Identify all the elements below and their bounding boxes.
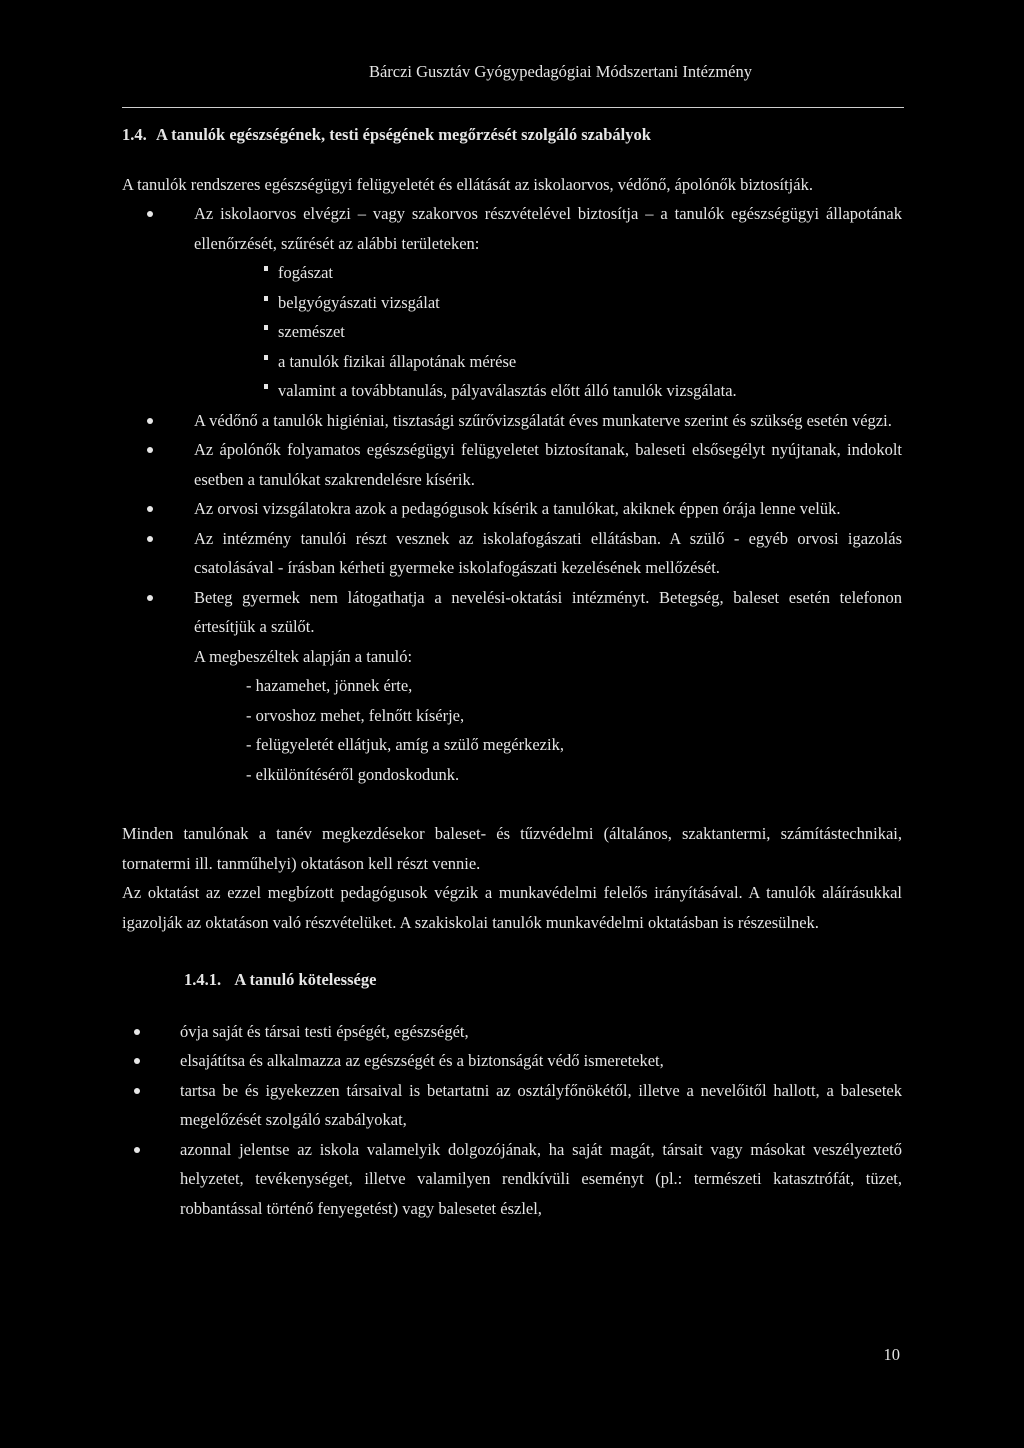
list-item: Beteg gyermek nem látogathatja a nevelési-oktatási intézményt. Betegség, baleset esetén telefonon értesítjük a szülőt. xyxy=(122,583,902,642)
section-number: 1.4. xyxy=(122,125,147,144)
agreement-list xyxy=(122,671,902,789)
list-item: - elkülönítéséről gondoskodunk. xyxy=(246,764,460,784)
list-item: valamint a továbbtanulás, pályaválasztás előtt álló tanulók vizsgálata. xyxy=(278,376,902,406)
list-item: - hazamehet, jönnek érte, xyxy=(246,676,413,695)
header-divider xyxy=(122,107,904,108)
list-item: Az orvosi vizsgálatokra azok a pedagógusok kísérik a tanulókat, akiknek éppen órája lenne velük. xyxy=(122,494,902,524)
page-header: Bárczi Gusztáv Gyógypedagógiai Módszertani Intézmény xyxy=(368,62,752,81)
training-paragraph-2: Az oktatást az ezzel megbízott pedagógusok végzik a munkavédelmi felelős irányításával. A tanulók aláírásukkal igazolják az oktatáson való részvételüket. A szakiskolai tanulók munkavédelmi oktatásban is részesülnek. xyxy=(122,883,902,932)
list-item: óvja saját és társai testi épségét, egészségét, xyxy=(122,1017,902,1047)
section-heading xyxy=(122,120,902,150)
list-item: - orvoshoz mehet, felnőtt kísérje, xyxy=(246,705,465,725)
list-item: szemészet xyxy=(278,317,902,347)
bullet-text: Az iskolaorvos elvégzi – vagy szakorvos részvételével biztosítja – a tanulók egészségügyi állapotának ellenőrzését, szűrését az alábbi területeken: xyxy=(194,204,902,253)
training-paragraph: Minden tanulónak a tanév megkezdésekor baleset- és tűzvédelmi (általános, szaktantermi, számítástechnikai, tornatermi ill. tanműhelyi) oktatáson kell részt vennie. xyxy=(122,824,902,873)
intro-paragraph: A tanulók rendszeres egészségügyi felügyeletét és ellátását az iskolaorvos, védőnő, ápolónők biztosítják. xyxy=(122,174,813,194)
list-item xyxy=(122,199,902,406)
duties-list xyxy=(122,1017,902,1224)
list-item: A védőnő a tanulók higiéniai, tisztasági szűrővizsgálatát éves munkaterve szerint és szükség esetén végzi. xyxy=(122,406,902,436)
list-item: fogászat xyxy=(278,258,902,288)
agreement-intro: A megbeszéltek alapján a tanuló: xyxy=(194,646,413,666)
subsection-title: A tanuló kötelessége xyxy=(234,970,377,989)
list-item: azonnal jelentse az iskola valamelyik dolgozójának, ha saját magát, társait vagy másokat veszélyeztető helyzetet, tevékenységet, illetve valamilyen rendkívüli eseményt (pl.: természeti katasztrófát, tüzet, robbantással történő fenyegetést) vagy balesetet észlel, xyxy=(122,1135,902,1224)
page-content xyxy=(122,116,902,1223)
list-item: a tanulók fizikai állapotának mérése xyxy=(278,347,902,377)
subsection-heading xyxy=(184,965,902,995)
subsection-number: 1.4.1. xyxy=(184,970,222,989)
list-item: Az intézmény tanulói részt vesznek az iskolafogászati ellátásban. A szülő - egyéb orvosi igazolás csatolásával - írásban kérheti gyermeke iskolafogászati kezelésének mellőzését. xyxy=(122,524,902,583)
section-bullet-list xyxy=(122,199,902,642)
list-item: - felügyeletét ellátjuk, amíg a szülő megérkezik, xyxy=(246,735,564,754)
screening-areas-list xyxy=(194,258,902,406)
list-item: elsajátítsa és alkalmazza az egészségét és a biztonságát védő ismereteket, xyxy=(122,1046,902,1076)
agreement-block xyxy=(122,642,902,672)
list-item: Az ápolónők folyamatos egészségügyi felügyeletet biztosítanak, baleseti elsősegélyt nyújtanak, indokolt esetben a tanulókat szakrendelésre kísérik. xyxy=(122,435,902,494)
section-title: A tanulók egészségének, testi épségének megőrzését szolgáló szabályok xyxy=(155,125,651,144)
list-item: tartsa be és igyekezzen társaival is betartatni az osztályfőnökétől, illetve a nevelőitől hallott, a balesetek megelőzését szolgáló szabályokat, xyxy=(122,1076,902,1135)
list-item: belgyógyászati vizsgálat xyxy=(278,288,902,318)
page-number: 10 xyxy=(883,1345,900,1364)
spacer xyxy=(122,789,902,819)
